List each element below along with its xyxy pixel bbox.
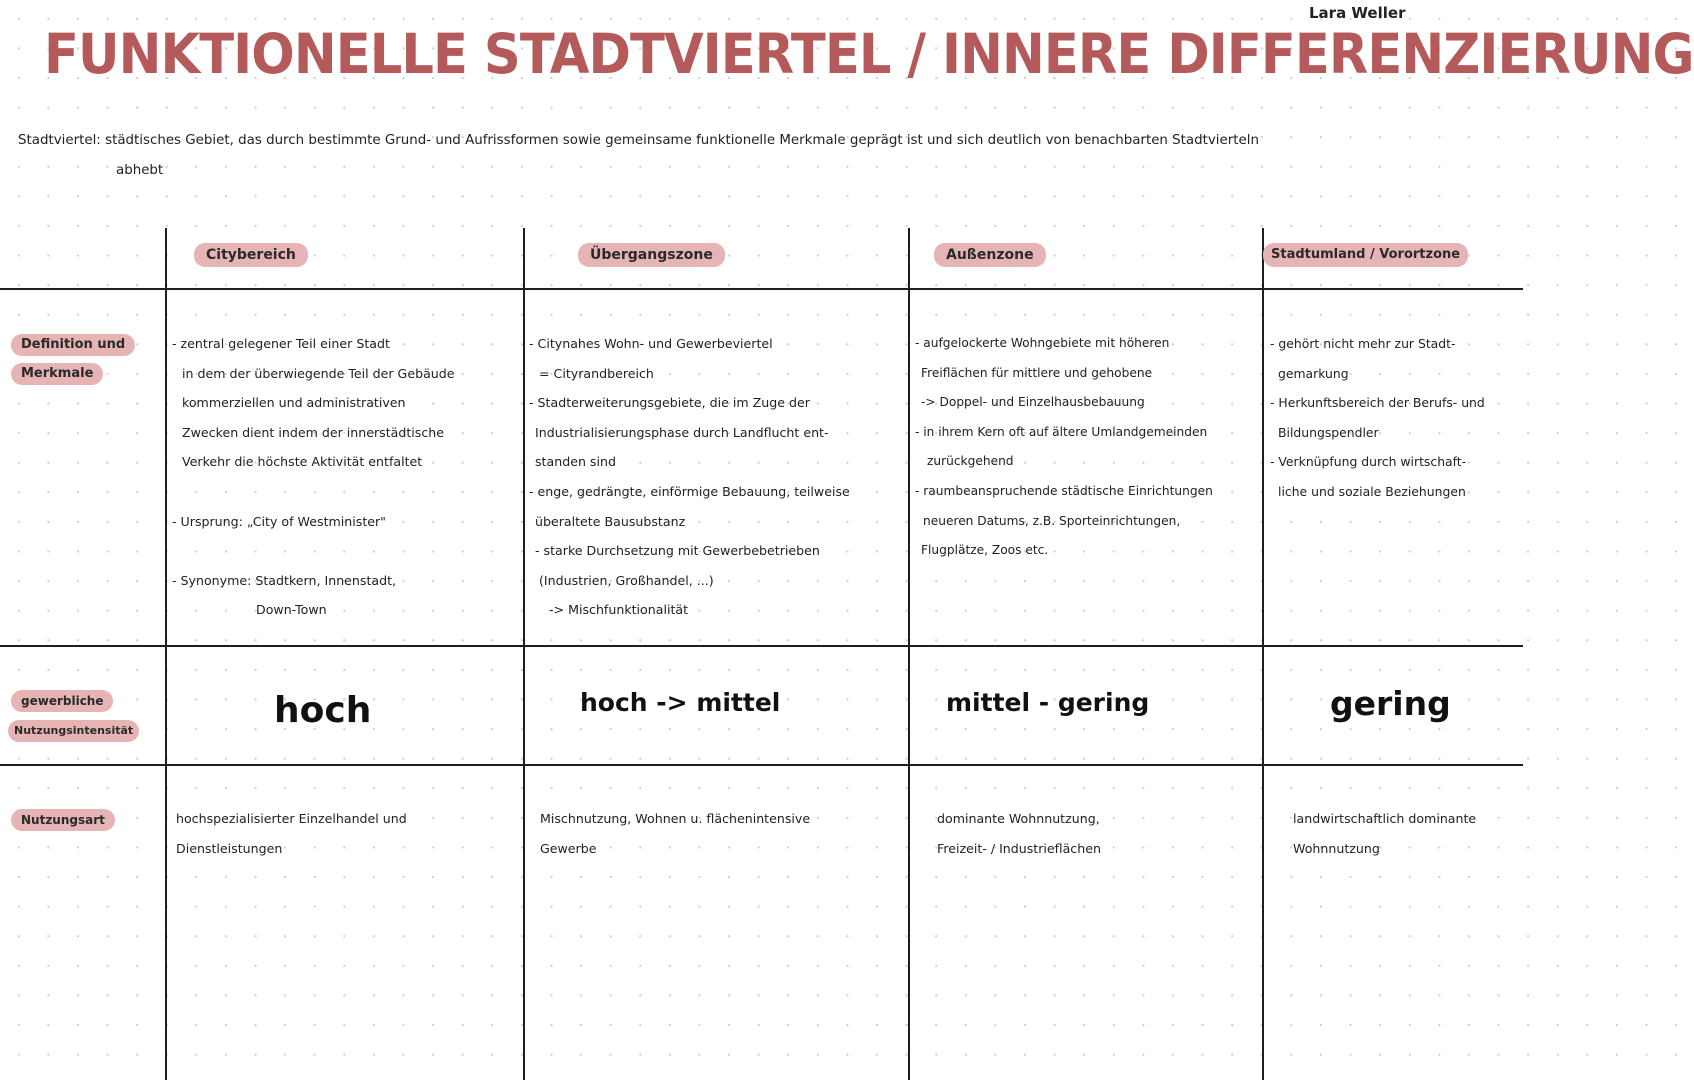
- text-line: - aufgelockerte Wohngebiete mit höheren: [915, 336, 1170, 350]
- text-line: - gehört nicht mehr zur Stadt-: [1270, 336, 1456, 351]
- text-line: Zwecken dient indem der innerstädtische: [182, 424, 445, 440]
- table-rule-row-1: [0, 645, 1523, 647]
- column-header-outer: Außenzone: [934, 243, 1046, 267]
- row-header-intensity-2: Nutzungsintensität: [8, 720, 139, 742]
- text-line: Verkehr die höchste Aktivität entfaltet: [182, 454, 423, 470]
- text-line: -> Doppel- und Einzelhausbebauung: [921, 395, 1145, 410]
- definition-cell-outer: [915, 329, 1213, 566]
- text-line: - Verknüpfung durch wirtschaft-: [1270, 454, 1467, 470]
- row-header-definition-1: Definition und: [11, 334, 135, 356]
- author-name: Lara Weller: [1309, 4, 1406, 22]
- text-line: Freizeit- / Industrieflächen: [937, 840, 1101, 856]
- definition-cell-suburb: [1270, 329, 1485, 507]
- table-divider-1: [165, 228, 167, 1080]
- text-line: kommerziellen und administrativen: [182, 395, 406, 411]
- intensity-suburb: gering: [1330, 684, 1451, 723]
- table-rule-row-2: [0, 764, 1523, 766]
- intensity-outer: mittel - gering: [946, 688, 1150, 717]
- text-line: Down-Town: [256, 602, 327, 618]
- text-line: Wohnnutzung: [1293, 840, 1380, 856]
- text-line: neueren Datums, z.B. Sporteinrichtungen,: [923, 513, 1181, 528]
- text-line: -> Mischfunktionalität: [549, 602, 689, 618]
- text-line: hochspezialisierter Einzelhandel und: [176, 811, 407, 826]
- text-line: Bildungspendler: [1278, 424, 1379, 440]
- definition-text: [18, 126, 1498, 186]
- table-divider-3: [908, 228, 910, 1080]
- table-divider-4: [1262, 228, 1264, 1080]
- text-line: standen sind: [535, 454, 616, 470]
- text-line: - Synonyme: Stadtkern, Innenstadt,: [172, 572, 397, 588]
- usage-cell-suburb: [1293, 804, 1476, 863]
- usage-cell-transition: [540, 804, 810, 863]
- row-header-intensity-1: gewerbliche: [11, 690, 113, 712]
- definition-line-2: abhebt: [116, 163, 164, 178]
- definition-term: Stadtviertel:: [18, 133, 101, 148]
- row-header-usage: Nutzungsart: [11, 809, 115, 831]
- text-line: gemarkung: [1278, 365, 1349, 381]
- text-line: - Citynahes Wohn- und Gewerbeviertel: [529, 336, 773, 351]
- column-header-suburb: Stadtumland / Vorortzone: [1263, 243, 1468, 267]
- intensity-transition: hoch -> mittel: [580, 688, 781, 717]
- text-line: überaltete Bausubstanz: [535, 513, 686, 529]
- text-line: - raumbeanspruchende städtische Einrichtungen: [915, 483, 1213, 498]
- definition-cell-city: [172, 329, 455, 625]
- intensity-city: hoch: [274, 690, 372, 731]
- text-line: = Cityrandbereich: [539, 365, 654, 381]
- text-line: - Herkunftsbereich der Berufs- und: [1270, 395, 1485, 411]
- table-rule-header: [0, 288, 1523, 290]
- text-line: landwirtschaftlich dominante: [1293, 811, 1477, 826]
- text-line: Mischnutzung, Wohnen u. flächenintensive: [540, 811, 811, 826]
- definition-cell-transition: [529, 329, 850, 625]
- column-header-city: Citybereich: [194, 243, 308, 267]
- text-line: Industrialisierungsphase durch Landflucht ent-: [535, 424, 829, 440]
- text-line: Freiflächen für mittlere und gehobene: [921, 365, 1153, 380]
- usage-cell-city: [176, 804, 407, 863]
- text-line: in dem der überwiegende Teil der Gebäude: [182, 365, 455, 381]
- text-line: Gewerbe: [540, 840, 597, 856]
- definition-line-1: städtisches Gebiet, das durch bestimmte Grund- und Aufrissformen sowie gemeinsame funktionelle Merkmale geprägt ist und sich deutlich von benachbarten Stadtvierteln: [105, 133, 1259, 148]
- text-line: Flugplätze, Zoos etc.: [921, 543, 1049, 558]
- row-header-definition-2: Merkmale: [11, 363, 103, 385]
- text-line: - enge, gedrängte, einförmige Bebauung, teilweise: [529, 483, 850, 499]
- page-title: FUNKTIONELLE STADTVIERTEL / INNERE DIFFERENZIERUNG: [44, 22, 1694, 86]
- text-line: Dienstleistungen: [176, 840, 283, 856]
- text-line: zurückgehend: [927, 454, 1014, 469]
- text-line: - Ursprung: „City of Westminister": [172, 513, 386, 529]
- table-divider-2: [523, 228, 525, 1080]
- text-line: - Stadterweiterungsgebiete, die im Zuge der: [529, 395, 810, 411]
- usage-cell-outer: [937, 804, 1101, 863]
- text-line: - in ihrem Kern oft auf ältere Umlandgemeinden: [915, 424, 1208, 439]
- text-line: (Industrien, Großhandel, ...): [539, 572, 714, 588]
- text-line: - starke Durchsetzung mit Gewerbebetrieben: [535, 543, 820, 559]
- column-header-transition: Übergangszone: [578, 243, 725, 267]
- text-line: dominante Wohnnutzung,: [937, 811, 1100, 826]
- text-line: - zentral gelegener Teil einer Stadt: [172, 336, 390, 351]
- text-line: liche und soziale Beziehungen: [1278, 483, 1466, 499]
